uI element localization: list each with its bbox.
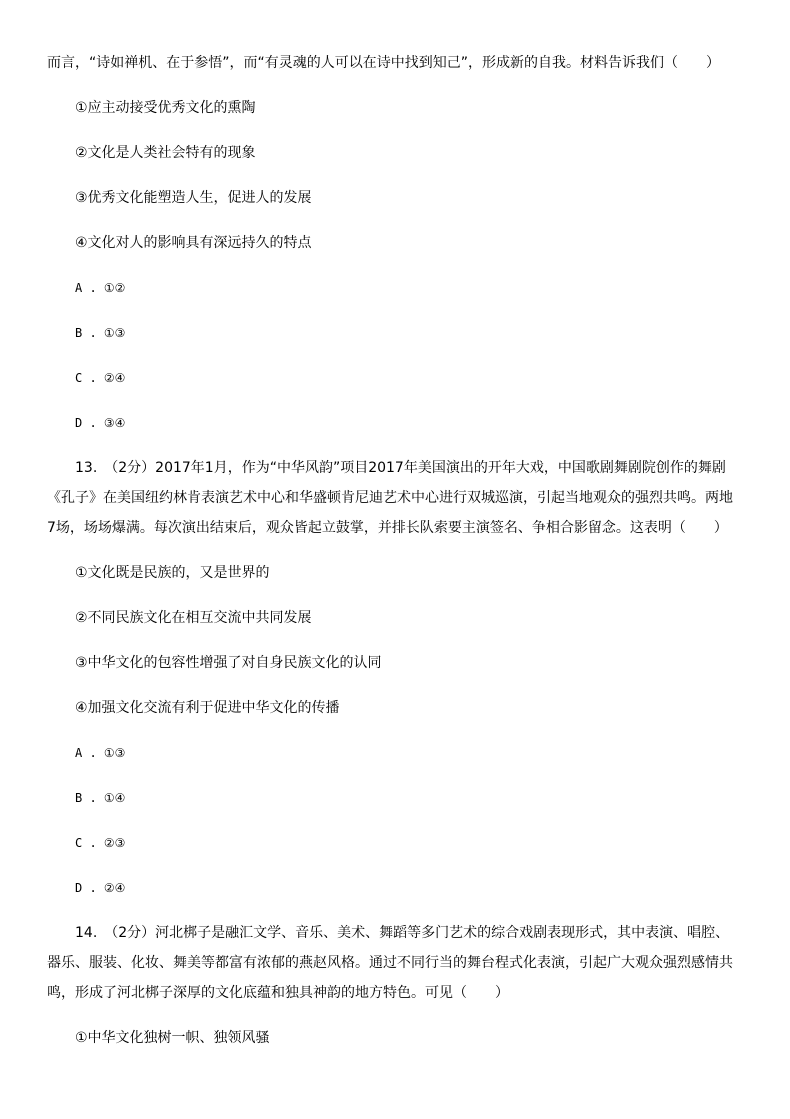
q13-option-d: D . ②④ [75,881,126,895]
q13-stem-line-1: 13. （2分）2017年1月，作为“中华风韵”项目2017年美国演出的开年大戏，中国歌剧舞剧院创作的舞剧 [75,460,726,476]
q12-stem: 而言，“诗如禅机、在于参悟”，而“有灵魂的人可以在诗中找到知己”，形成新的自我。材料告诉我们（ ） [47,55,721,71]
q14-stem-line-1: 14. （2分）河北梆子是融汇文学、音乐、美术、舞蹈等多门艺术的综合戏剧表现形式，其中表演、唱腔、 [75,925,730,941]
q12-option-c: C . ②④ [75,371,126,385]
q13-option-b: B . ①④ [75,791,126,805]
q12-item-3: ③优秀文化能塑造人生，促进人的发展 [75,190,312,206]
q12-item-4: ④文化对人的影响具有深远持久的特点 [75,235,312,251]
q13-item-3: ③中华文化的包容性增强了对自身民族文化的认同 [75,655,382,671]
q12-option-d: D . ③④ [75,416,126,430]
q13-item-4: ④加强文化交流有利于促进中华文化的传播 [75,700,340,716]
q13-option-c: C . ②③ [75,836,126,850]
q12-option-a: A . ①② [75,281,126,295]
q12-item-1: ①应主动接受优秀文化的熏陶 [75,100,256,116]
q13-item-1: ①文化既是民族的，又是世界的 [75,565,270,581]
q13-stem-line-3: 7场，场场爆满。每次演出结束后，观众皆起立鼓掌，并排长队索要主演签名、争相合影留念。这表明（ ） [47,520,728,536]
q12-option-b: B . ①③ [75,326,126,340]
q13-stem-line-2: 《孔子》在美国纽约林肯表演艺术中心和华盛顿肯尼迪艺术中心进行双城巡演，引起当地观众的强烈共鸣。两地 [47,490,733,506]
q14-stem-line-3: 鸣，形成了河北梆子深厚的文化底蕴和独具神韵的地方特色。可见（ ） [47,985,509,1001]
q13-item-2: ②不同民族文化在相互交流中共同发展 [75,610,312,626]
q12-item-2: ②文化是人类社会特有的现象 [75,145,256,161]
q13-option-a: A . ①③ [75,746,126,760]
q14-stem-line-2: 器乐、服装、化妆、舞美等都富有浓郁的燕赵风格。通过不同行当的舞台程式化表演，引起广大观众强烈感情共 [47,955,733,971]
q14-item-1: ①中华文化独树一帜、独领风骚 [75,1030,270,1046]
